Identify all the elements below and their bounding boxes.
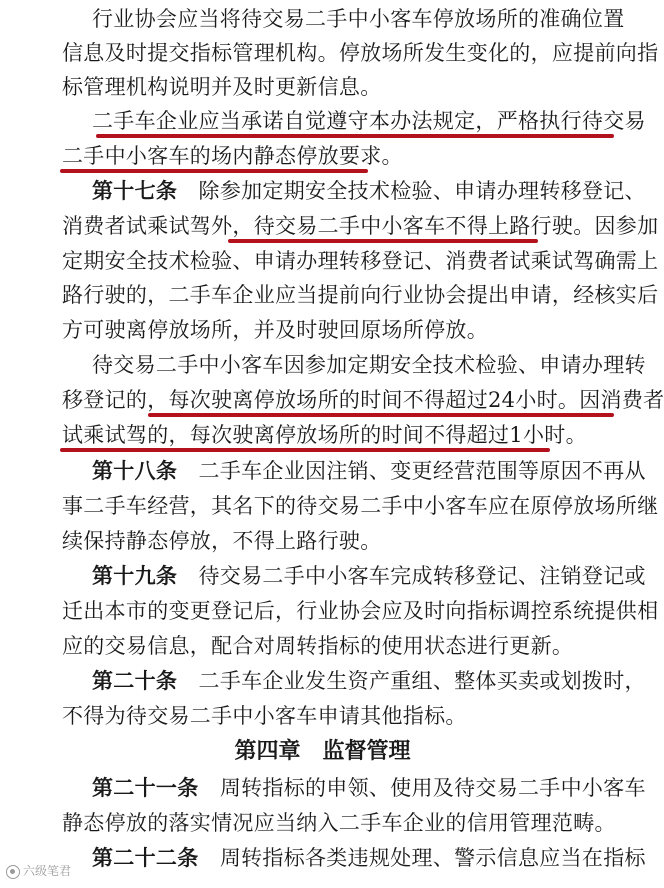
- text-span: 。: [565, 423, 587, 447]
- red-underline: [60, 448, 550, 452]
- paragraph-line: 标管理机构说明并及时更新信息。: [62, 75, 382, 99]
- paragraph-line: 静态停放的落实情况应当纳入二手车企业的信用管理范畴。: [62, 811, 616, 835]
- article-text: 二手车企业因注销、变更经营范围等原因不再从: [198, 459, 646, 483]
- article-17-title: 第十七条: [92, 178, 178, 203]
- article-22-title: 第二十二条: [92, 845, 199, 870]
- red-underline: [228, 239, 538, 243]
- watermark: [6, 862, 71, 879]
- article-text: 待交易二手中小客车完成转移登记、注销登记或: [198, 564, 646, 588]
- article-text: 周转指标各类违规处理、警示信息应当在指标: [219, 846, 646, 870]
- weibo-icon: [6, 865, 20, 879]
- article-20-line: [92, 666, 646, 696]
- highlighted-span: 每次驶离停放场所的时间不得超过24小时。因消费者: [168, 388, 664, 412]
- text-span: 移登记的，: [62, 388, 169, 412]
- highlighted-span: 待交易二手中小客车不得上路行驶: [253, 214, 574, 238]
- paragraph-line: 续保持静态停放，不得上路行驶。: [62, 529, 382, 553]
- highlighted-span: 试乘试驾的，每次驶离停放场所的时间不得超过1小时: [62, 423, 566, 447]
- article-19-title: 第十九条: [92, 563, 178, 588]
- red-underline: [148, 413, 614, 417]
- article-21-title: 第二十一条: [92, 775, 199, 800]
- article-text: 周转指标的申领、使用及待交易二手中小客车: [219, 776, 646, 800]
- highlighted-line: 二手车企业应当承诺自觉遵守本办法规定，严格执行待交易: [92, 109, 646, 133]
- paragraph-line: 信息及时提交指标管理机构。停放场所发生变化的，应提前向指: [62, 41, 659, 65]
- article-18-line: [92, 456, 646, 486]
- paragraph-line: 事二手车经营，其名下的待交易二手中小客车应在原停放场所继: [62, 494, 659, 518]
- paragraph-line: 行业协会应当将待交易二手中小客车停放场所的准确位置: [92, 7, 625, 31]
- article-text: 除参加定期安全技术检验、申请办理转移登记、: [198, 179, 646, 203]
- paragraph-line: [62, 211, 659, 241]
- article-18-title: 第十八条: [92, 458, 178, 483]
- paragraph-line: 路行驶的，二手车企业应当提前向行业协会提出申请，经核实后: [62, 283, 659, 307]
- article-17-line: [92, 176, 646, 206]
- paragraph-line: 应的交易信息，配合对周转指标的使用状态进行更新。: [62, 634, 574, 658]
- paragraph-line: [62, 420, 618, 450]
- text-span: 消费者试乘试驾外，: [62, 214, 254, 238]
- article-text: 二手车企业发生资产重组、整体买卖或划拨时，: [198, 669, 646, 693]
- paragraph-line: 迁出本市的变更登记后，行业协会应及时向指标调控系统提供相: [62, 599, 659, 623]
- red-underline: [96, 134, 614, 138]
- paragraph-line: 定期安全技术检验、申请办理转移登记、消费者试乘试驾确需上: [62, 249, 659, 273]
- chapter-heading: 第四章 监督管理: [234, 739, 411, 764]
- article-22-line: [92, 843, 646, 873]
- article-19-line: [92, 561, 646, 591]
- watermark-text: 六级笔君: [23, 864, 72, 878]
- highlighted-line: 二手中小客车的场内静态停放要求。: [62, 144, 403, 168]
- text-span: 。因参加: [573, 214, 659, 238]
- paragraph-line: 待交易二手中小客车因参加定期安全技术检验、申请办理转: [92, 353, 646, 377]
- paragraph-line: 方可驶离停放场所，并及时驶回原场所停放。: [62, 318, 488, 342]
- article-20-title: 第二十条: [92, 668, 178, 693]
- red-underline: [60, 169, 368, 173]
- paragraph-line: 不得为待交易二手中小客车申请其他指标。: [62, 704, 467, 728]
- article-21-line: [92, 773, 646, 803]
- paragraph-line: [62, 385, 664, 415]
